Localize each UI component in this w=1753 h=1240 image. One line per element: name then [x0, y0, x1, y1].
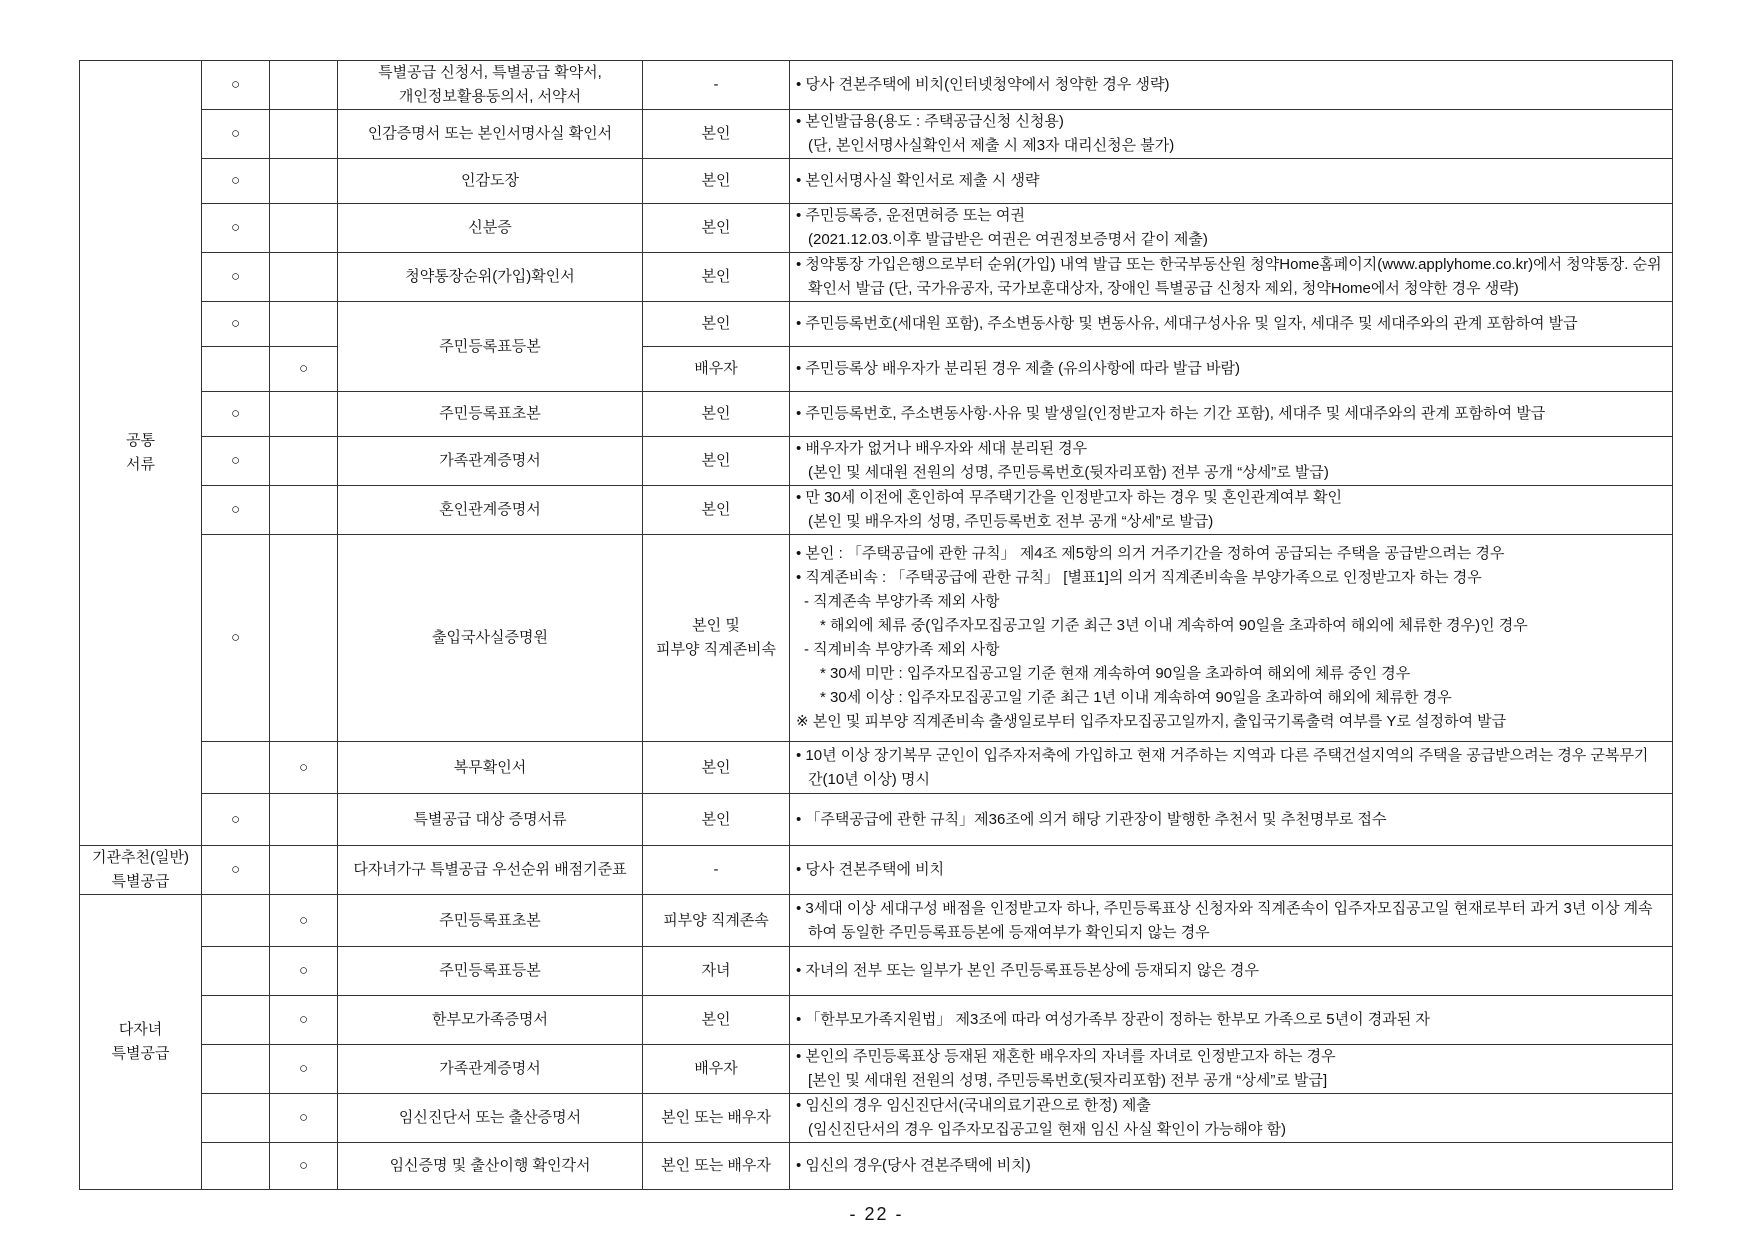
- required-mark: [202, 1045, 270, 1094]
- description-line: * 해외에 체류 중(입주자모집공고일 기준 최근 3년 이내 계속하여 90일을 초과하여 해외에 체류한 경우)인 경우: [820, 617, 1528, 634]
- required-mark: [202, 742, 270, 794]
- document-name: 특별공급 신청서, 특별공급 확약서, 개인정보활용동의서, 서약서: [338, 61, 643, 110]
- table-row: [80, 486, 1673, 535]
- table-row: [80, 392, 1673, 437]
- table-row: [80, 302, 1673, 347]
- description-line: [본인 및 세대원 전원의 성명, 주민등록번호(뒷자리포함) 전부 공개 “상세”로 발급]: [808, 1072, 1328, 1089]
- description: [790, 742, 1673, 794]
- table-row: [80, 110, 1673, 159]
- conditional-mark: [270, 159, 338, 204]
- description-line: • 3세대 이상 세대구성 배점을 인정받고자 하나, 주민등록표상 신청자와 직계존속이 입주자모집공고일 현재로부터 과거 3년 이상 계속: [796, 899, 1653, 917]
- description: [790, 159, 1673, 204]
- issuer-target: 본인: [643, 159, 790, 204]
- issuer-target: 배우자: [643, 347, 790, 392]
- description: [790, 347, 1673, 392]
- description: [790, 486, 1673, 535]
- description-line: (본인 및 세대원 전원의 성명, 주민등록번호(뒷자리포함) 전부 공개 “상세”로 발급): [808, 464, 1329, 481]
- table-row: [80, 1143, 1673, 1190]
- description: [790, 110, 1673, 159]
- issuer-target: 본인 또는 배우자: [643, 1094, 790, 1143]
- issuer-target: 배우자: [643, 1045, 790, 1094]
- issuer-target: 본인 또는 배우자: [643, 1143, 790, 1190]
- required-mark: ○: [202, 846, 270, 895]
- table-row: [80, 846, 1673, 895]
- conditional-mark: [270, 204, 338, 253]
- description-line: • 임신의 경우(당사 견본주택에 비치): [796, 1157, 1031, 1174]
- group-label: 공통 서류: [80, 61, 202, 846]
- document-name: 혼인관계증명서: [338, 486, 643, 535]
- description-line: • 본인서명사실 확인서로 제출 시 생략: [796, 172, 1040, 189]
- description: [790, 1143, 1673, 1190]
- conditional-mark: [270, 61, 338, 110]
- description-line: • 만 30세 이전에 혼인하여 무주택기간을 인정받고자 하는 경우 및 혼인관계여부 확인: [796, 489, 1342, 506]
- table-row: [80, 742, 1673, 794]
- required-mark: ○: [202, 253, 270, 302]
- document-name: 특별공급 대상 증명서류: [338, 794, 643, 846]
- description: [790, 204, 1673, 253]
- table-row: [80, 947, 1673, 996]
- description-line: • 자녀의 전부 또는 일부가 본인 주민등록표등본상에 등재되지 않은 경우: [796, 962, 1259, 979]
- table-row: [80, 159, 1673, 204]
- description-line: (2021.12.03.이후 발급받은 여권은 여권정보증명서 같이 제출): [808, 231, 1208, 248]
- issuer-target: 본인: [643, 110, 790, 159]
- required-mark: [202, 1094, 270, 1143]
- description-line: • 주민등록번호(세대원 포함), 주소변동사항 및 변동사유, 세대구성사유 및 일자, 세대주 및 세대주와의 관계 포함하여 발급: [796, 315, 1578, 332]
- description-line: 하여 동일한 주민등록표등본에 등재여부가 확인되지 않는 경우: [808, 923, 1210, 941]
- description-line: • 임신의 경우 임신진단서(국내의료기관으로 한정) 제출: [796, 1097, 1151, 1114]
- document-name: 청약통장순위(가입)확인서: [338, 253, 643, 302]
- description-line: • 청약통장 가입은행으로부터 순위(가입) 내역 발급 또는 한국부동산원 청약Home홈페이지(www.applyhome.co.kr)에서 청약통장. 순위: [796, 256, 1662, 273]
- document-name: 복무확인서: [338, 742, 643, 794]
- description: [790, 302, 1673, 347]
- conditional-mark: ○: [270, 996, 338, 1045]
- description: [790, 61, 1673, 110]
- document-name: 한부모가족증명서: [338, 996, 643, 1045]
- description-line: • 당사 견본주택에 비치: [796, 861, 945, 878]
- table-row: [80, 1094, 1673, 1143]
- description-line: ※ 본인 및 피부양 직계존비속 출생일로부터 입주자모집공고일까지, 출입국기록출력 여부를 Y로 설정하여 발급: [796, 713, 1507, 730]
- description-line: • 「한부모가족지원법」 제3조에 따라 여성가족부 장관이 정하는 한부모 가족으로 5년이 경과된 자: [796, 1011, 1430, 1028]
- table-row: [80, 996, 1673, 1045]
- required-documents-table: [79, 60, 1673, 1190]
- description-line: 간(10년 이상) 명시: [808, 770, 930, 788]
- required-mark: ○: [202, 204, 270, 253]
- conditional-mark: ○: [270, 895, 338, 947]
- required-mark: ○: [202, 392, 270, 437]
- required-mark: ○: [202, 794, 270, 846]
- document-name: 신분증: [338, 204, 643, 253]
- description-line: * 30세 미만 : 입주자모집공고일 기준 현재 계속하여 90일을 초과하여 해외에 체류 중인 경우: [820, 665, 1411, 682]
- conditional-mark: [270, 846, 338, 895]
- required-mark: ○: [202, 302, 270, 347]
- document-name: 가족관계증명서: [338, 1045, 643, 1094]
- conditional-mark: [270, 794, 338, 846]
- required-mark: ○: [202, 486, 270, 535]
- document-name: 인감증명서 또는 본인서명사실 확인서: [338, 110, 643, 159]
- description-line: (본인 및 배우자의 성명, 주민등록번호 전부 공개 “상세”로 발급): [808, 513, 1214, 530]
- document-name: 주민등록표초본: [338, 392, 643, 437]
- table-row: [80, 61, 1673, 110]
- issuer-target: 피부양 직계존속: [643, 895, 790, 947]
- description-line: • 주민등록상 배우자가 분리된 경우 제출 (유의사항에 따라 발급 바람): [796, 360, 1240, 377]
- description-line: • 본인발급용(용도 : 주택공급신청 신청용): [796, 113, 1064, 130]
- description-line: • 당사 견본주택에 비치(인터넷청약에서 청약한 경우 생략): [796, 76, 1170, 93]
- description: [790, 1045, 1673, 1094]
- required-mark: ○: [202, 535, 270, 742]
- description-line: • 10년 이상 장기복무 군인이 입주자저축에 가입하고 현재 거주하는 지역과 다른 주택건설지역의 주택을 공급받으려는 경우 군복무기: [796, 746, 1649, 764]
- table-row: [80, 437, 1673, 486]
- table-row: [80, 895, 1673, 947]
- description-line: 확인서 발급 (단, 국가유공자, 국가보훈대상자, 장애인 특별공급 신청자 제외, 청약Home에서 청약한 경우 생략): [808, 280, 1519, 297]
- description-line: • 본인 : 「주택공급에 관한 규칙」 제4조 제5항의 의거 거주기간을 정하여 공급되는 주택을 공급받으려는 경우: [796, 545, 1505, 562]
- description: [790, 794, 1673, 846]
- issuer-target: 본인: [643, 253, 790, 302]
- table-row: [80, 1045, 1673, 1094]
- document-name: 출입국사실증명원: [338, 535, 643, 742]
- conditional-mark: ○: [270, 947, 338, 996]
- description: [790, 392, 1673, 437]
- table-row: [80, 347, 1673, 392]
- conditional-mark: [270, 253, 338, 302]
- description-line: * 30세 이상 : 입주자모집공고일 기준 최근 1년 이내 계속하여 90일을 초과하여 해외에 체류한 경우: [820, 689, 1452, 706]
- required-mark: ○: [202, 110, 270, 159]
- description-line: (임신진단서의 경우 입주자모집공고일 현재 임신 사실 확인이 가능해야 함): [808, 1121, 1287, 1138]
- document-name: 주민등록표초본: [338, 895, 643, 947]
- description: [790, 996, 1673, 1045]
- issuer-target: 본인: [643, 486, 790, 535]
- conditional-mark: [270, 437, 338, 486]
- description-line: • 본인의 주민등록표상 등재된 재혼한 배우자의 자녀를 자녀로 인정받고자 하는 경우: [796, 1048, 1336, 1065]
- issuer-target: 본인 및 피부양 직계존비속: [643, 535, 790, 742]
- description-line: • 주민등록번호, 주소변동사항·사유 및 발생일(인정받고자 하는 기간 포함), 세대주 및 세대주와의 관계 포함하여 발급: [796, 405, 1546, 422]
- required-mark: [202, 1143, 270, 1190]
- conditional-mark: ○: [270, 742, 338, 794]
- description-line: (단, 본인서명사실확인서 제출 시 제3자 대리신청은 불가): [808, 137, 1175, 154]
- document-name: 인감도장: [338, 159, 643, 204]
- conditional-mark: [270, 486, 338, 535]
- description-line: - 직계존속 부양가족 제외 사항: [804, 593, 1000, 610]
- required-mark: [202, 996, 270, 1045]
- page-number: - 22 -: [849, 1204, 904, 1224]
- issuer-target: 본인: [643, 302, 790, 347]
- required-mark: ○: [202, 159, 270, 204]
- issuer-target: 본인: [643, 204, 790, 253]
- document-name: 임신증명 및 출산이행 확인각서: [338, 1143, 643, 1190]
- description: [790, 535, 1673, 742]
- table-row: [80, 204, 1673, 253]
- conditional-mark: ○: [270, 1143, 338, 1190]
- conditional-mark: ○: [270, 347, 338, 392]
- description-line: - 직계비속 부양가족 제외 사항: [804, 641, 1000, 658]
- table-row: [80, 253, 1673, 302]
- description-line: • 주민등록증, 운전면허증 또는 여권: [796, 207, 1025, 224]
- description: [790, 1094, 1673, 1143]
- description-line: • 배우자가 없거나 배우자와 세대 분리된 경우: [796, 440, 1088, 457]
- group-label: 기관추천(일반) 특별공급: [80, 846, 202, 895]
- description-line: • 「주택공급에 관한 규칙」제36조에 의거 해당 기관장이 발행한 추천서 및 추천명부로 접수: [796, 810, 1387, 828]
- conditional-mark: [270, 110, 338, 159]
- conditional-mark: [270, 302, 338, 347]
- issuer-target: -: [643, 846, 790, 895]
- required-mark: [202, 895, 270, 947]
- issuer-target: 본인: [643, 742, 790, 794]
- required-mark: [202, 947, 270, 996]
- conditional-mark: ○: [270, 1094, 338, 1143]
- document-name: 임신진단서 또는 출산증명서: [338, 1094, 643, 1143]
- issuer-target: 본인: [643, 437, 790, 486]
- document-name: 다자녀가구 특별공급 우선순위 배점기준표: [338, 846, 643, 895]
- document-name: 주민등록표등본: [338, 947, 643, 996]
- conditional-mark: [270, 392, 338, 437]
- description-line: • 직계존비속 : 「주택공급에 관한 규칙」 [별표1]의 의거 직계존비속을 부양가족으로 인정받고자 하는 경우: [796, 569, 1482, 586]
- description: [790, 895, 1673, 947]
- conditional-mark: [270, 535, 338, 742]
- document-name: 가족관계증명서: [338, 437, 643, 486]
- issuer-target: 자녀: [643, 947, 790, 996]
- issuer-target: -: [643, 61, 790, 110]
- issuer-target: 본인: [643, 392, 790, 437]
- required-mark: ○: [202, 61, 270, 110]
- table-row: [80, 535, 1673, 742]
- conditional-mark: ○: [270, 1045, 338, 1094]
- document-name: 주민등록표등본: [338, 302, 643, 392]
- required-mark: ○: [202, 437, 270, 486]
- description: [790, 846, 1673, 895]
- description: [790, 947, 1673, 996]
- issuer-target: 본인: [643, 794, 790, 846]
- required-mark: [202, 347, 270, 392]
- description: [790, 437, 1673, 486]
- issuer-target: 본인: [643, 996, 790, 1045]
- description: [790, 253, 1673, 302]
- group-label: 다자녀 특별공급: [80, 895, 202, 1190]
- table-row: [80, 794, 1673, 846]
